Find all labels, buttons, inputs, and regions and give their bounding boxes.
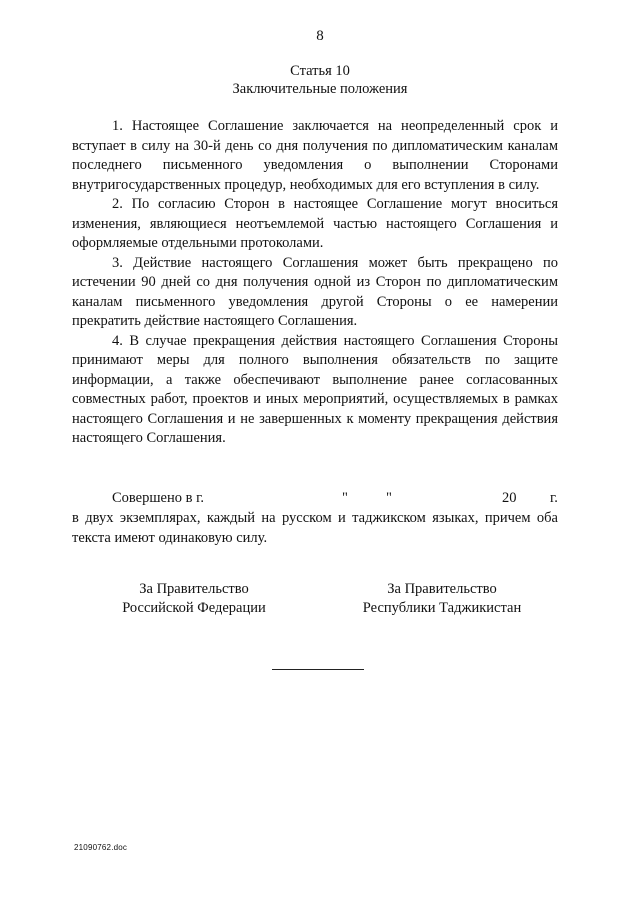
page-number: 8	[316, 28, 324, 44]
paragraph-3: 3. Действие настоящего Соглашения может быть прекращено по истечении 90 дней со дня получения одной из Сторон по дипломатическим каналам письменного уведомления другой Стороны о ее намерении прекратить действие настоящего Соглашения.	[72, 254, 558, 329]
article-title: Заключительные положения	[232, 81, 408, 97]
execution-place-date	[72, 488, 558, 508]
signature-block-tajikistan	[352, 580, 532, 618]
paragraph-1: 1. Настоящее Соглашение заключается на неопределенный срок и вступает в силу на 30-й день со дня получения по дипломатическим каналам последнего письменного уведомления о выполнении Сторонами внутригосударственных процедур, необходимых для его вступления в силу.	[72, 118, 558, 193]
execution-clause	[72, 488, 558, 548]
paragraph-2: 2. По согласию Сторон в настоящее Соглашение могут вноситься изменения, являющиеся неотъемлемой частью настоящего Соглашения и оформляемые отдельными протоколами.	[72, 196, 558, 251]
execution-year: 20	[502, 490, 517, 506]
signature-right-line1: За Правительство	[387, 581, 497, 597]
signature-block-russia	[104, 580, 284, 618]
signature-left-line2: Российской Федерации	[122, 600, 266, 616]
article-heading	[0, 62, 640, 98]
execution-year-suffix: г.	[550, 490, 558, 506]
date-quote-close: "	[386, 490, 392, 506]
signature-left-line1: За Правительство	[139, 581, 249, 597]
article-body	[72, 117, 558, 449]
file-reference: 21090762.doc	[74, 843, 128, 852]
paragraph-4: 4. В случае прекращения действия настоящего Соглашения Стороны принимают меры для полного выполнения обязательств по защите информации, а также обеспечивают выполнение ранее согласованных совместных работ, проектов и иных мероприятий, осуществляемых в рамках настоящего Соглашения и не завершенных к моменту прекращения действия настоящего Соглашения.	[72, 332, 558, 446]
execution-continuation: в двух экземплярах, каждый на русском и таджикском языках, причем оба текста имеют одинаковую силу.	[72, 510, 558, 546]
closing-divider	[272, 669, 364, 670]
execution-label: Совершено в г.	[112, 490, 205, 506]
signature-right-line2: Республики Таджикистан	[362, 600, 522, 616]
date-quote-open: "	[342, 490, 348, 506]
article-number: Статья 10	[290, 63, 350, 79]
